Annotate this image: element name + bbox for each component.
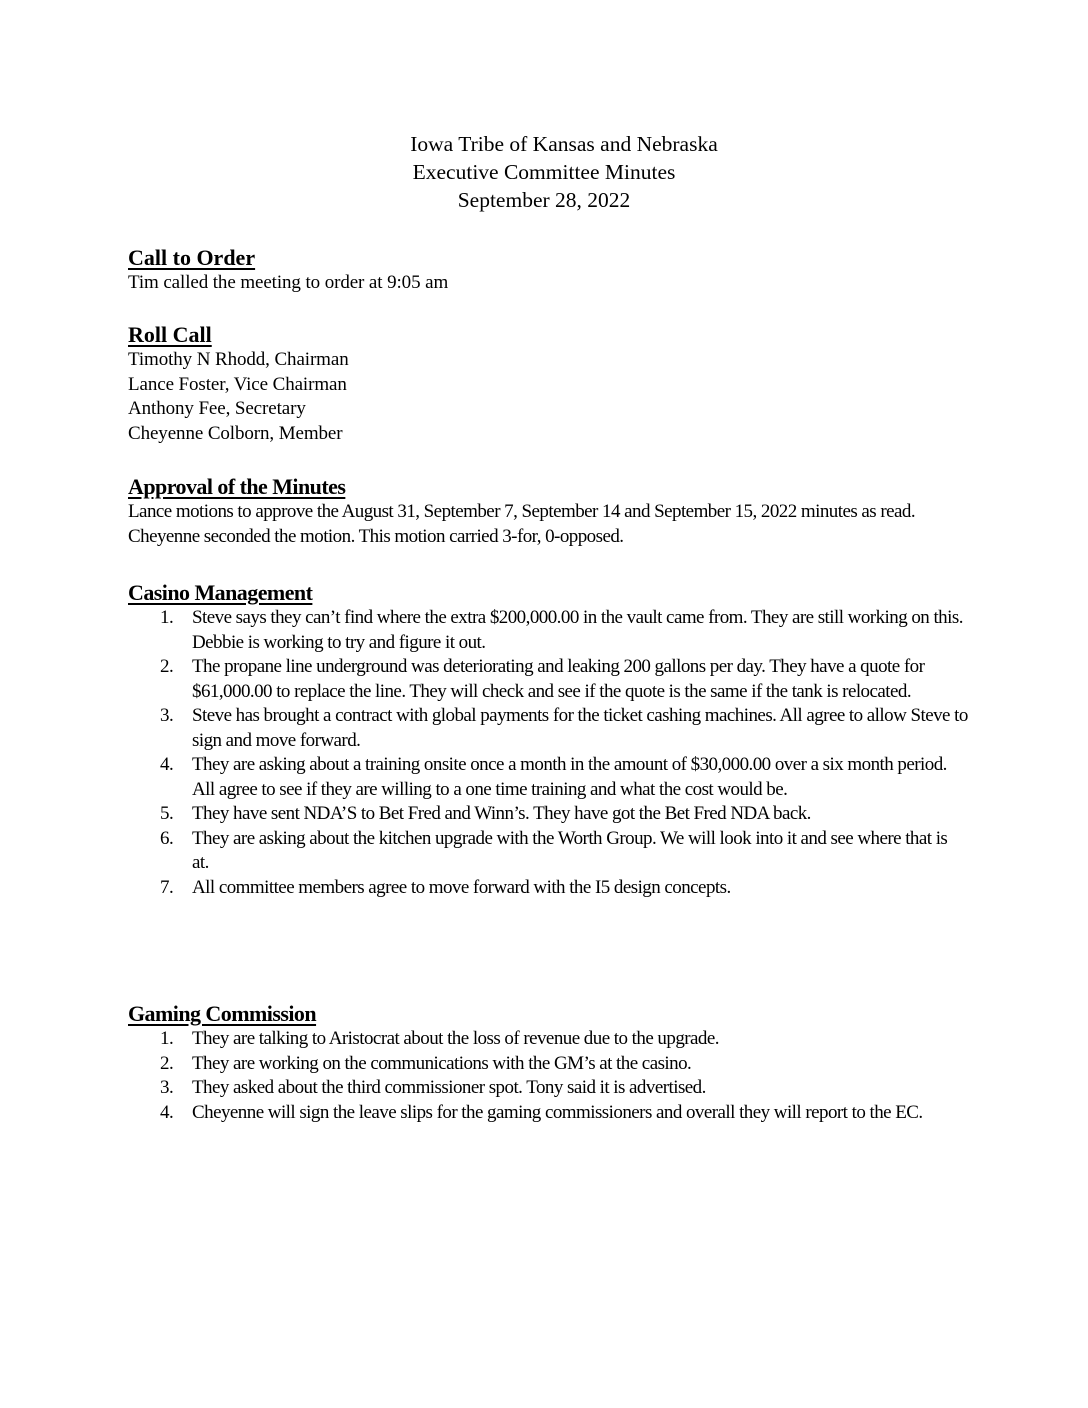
document-title-type: [0, 158, 1088, 186]
list-item-text: They are working on the communications with the GM’s at the casino.: [192, 1052, 692, 1074]
list-item-text: They have sent NDA’S to Bet Fred and Winn’s. They have got the Bet Fred NDA back.: [192, 803, 811, 824]
list-item: [128, 753, 968, 802]
list-item-number: 1.: [160, 1028, 174, 1049]
list-item: [128, 1101, 968, 1126]
list-item: [128, 1027, 968, 1052]
section-gaming-commission: [128, 1001, 968, 1125]
list-item-number: 3.: [160, 705, 174, 726]
list-item: [128, 802, 968, 827]
list-item-text: They are asking about the kitchen upgrade with the Worth Group. We will look into it and see where that is at.: [192, 827, 948, 873]
list-item-number: 2.: [160, 656, 174, 677]
call-to-order-text: Tim called the meeting to order at 9:05 am: [128, 272, 449, 293]
title-line-1: Iowa Tribe of Kansas and Nebraska: [410, 132, 718, 156]
section-heading: Approval of the Minutes: [128, 474, 346, 499]
list-item: [128, 606, 968, 655]
roll-call-member: Timothy N Rhodd, Chairman: [128, 349, 349, 370]
list-item-text: Cheyenne will sign the leave slips for the gaming commissioners and overall they will report to the EC.: [192, 1101, 923, 1123]
list-item: [128, 876, 968, 901]
document-title-date: [0, 186, 1088, 214]
list-item-number: 2.: [160, 1052, 174, 1074]
casino-management-list: [128, 606, 968, 900]
list-item-text: They are talking to Aristocrat about the loss of revenue due to the upgrade.: [192, 1028, 719, 1049]
list-item-text: Steve has brought a contract with global payments for the ticket cashing machines. All agree to allow Steve to sign and move forward.: [192, 705, 968, 751]
section-casino-management: [128, 580, 968, 900]
list-item-number: 5.: [160, 803, 174, 824]
list-item: [128, 655, 968, 704]
list-item: [128, 1052, 968, 1077]
list-item-text: They are asking about a training onsite once a month in the amount of $30,000.00 over a six month period. All agree to see if they are willing to a one time training and what the cost would be.: [192, 754, 947, 800]
section-roll-call: [128, 322, 968, 446]
gaming-commission-list: [128, 1027, 968, 1125]
list-item: [128, 827, 968, 876]
roll-call-member: Cheyenne Colborn, Member: [128, 422, 343, 444]
roll-call-member: Anthony Fee, Secretary: [128, 398, 306, 419]
section-call-to-order: [128, 245, 968, 296]
list-item-text: All committee members agree to move forward with the I5 design concepts.: [192, 876, 731, 898]
list-item-number: 7.: [160, 876, 174, 898]
list-item: [128, 704, 968, 753]
list-item-number: 4.: [160, 1101, 174, 1123]
list-item-number: 4.: [160, 754, 174, 775]
document-title-org: [0, 130, 1088, 158]
approval-text: Lance motions to approve the August 31, September 7, September 14 and September 15, 2022 minutes as read. Cheyenne seconded the motion. This motion carried 3-for, 0-opposed.: [128, 501, 916, 547]
list-item-number: 6.: [160, 827, 174, 849]
list-item-text: The propane line underground was deteriorating and leaking 200 gallons per day. They have a quote for $61,000.00 to replace the line. They will check and see if the quote is the same if the tank is relocated.: [192, 656, 925, 702]
list-item: [128, 1076, 968, 1101]
title-line-2: Executive Committee Minutes: [412, 160, 676, 184]
list-item-text: They asked about the third commissioner spot. Tony said it is advertised.: [192, 1077, 706, 1098]
roll-call-member: Lance Foster, Vice Chairman: [128, 373, 347, 395]
section-heading: Gaming Commission: [128, 1001, 317, 1026]
section-heading: Casino Management: [128, 580, 313, 605]
section-heading: Roll Call: [128, 322, 212, 347]
list-item-text: Steve says they can’t find where the extra $200,000.00 in the vault came from. They are still working on this. Debbie is working to try and figure it out.: [192, 607, 963, 653]
list-item-number: 3.: [160, 1077, 174, 1098]
title-line-3: September 28, 2022: [457, 188, 631, 212]
list-item-number: 1.: [160, 607, 174, 628]
section-approval-of-minutes: [128, 474, 968, 549]
section-heading: Call to Order: [128, 245, 256, 270]
